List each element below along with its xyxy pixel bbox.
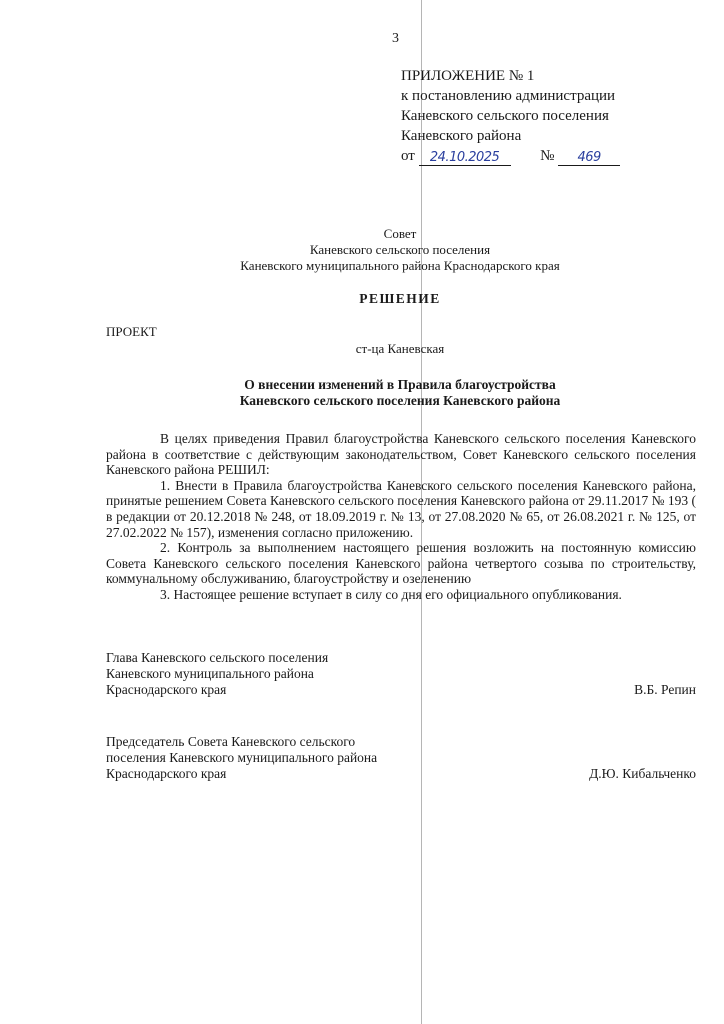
draft-label: ПРОЕКТ: [106, 324, 157, 339]
place-label: ст-ца Каневская: [355, 341, 445, 356]
org-name: Каневского сельского поселения: [309, 242, 491, 257]
handwritten-number: 469: [577, 150, 601, 165]
appendix-line: к постановлению администрации: [401, 88, 616, 104]
page-number: 3: [392, 31, 399, 46]
doc-title: Каневского сельского поселения Каневского района: [239, 393, 561, 408]
head-signature-block: [106, 650, 328, 698]
number-field: [558, 147, 620, 166]
org-name: Каневского муниципального района Краснодарского края: [240, 258, 560, 273]
appendix-block: [401, 66, 620, 166]
appendix-date-line: [401, 146, 620, 166]
doc-type: РЕШЕНИЕ: [359, 291, 441, 306]
signatory-title: Глава Каневского сельского поселения: [106, 650, 329, 665]
chair-signature-block: [106, 734, 377, 782]
chair-signatory-name: Д.Ю. Кибальченко: [589, 766, 696, 781]
signatory-title: Краснодарского края: [106, 682, 227, 697]
signatory-title: поселения Каневского муниципального района: [106, 750, 378, 765]
paragraph: В целях приведения Правил благоустройства Каневского сельского поселения Каневского района в соответствие с действующим законодательством, Совет Каневского сельского поселения Каневского района РЕШИЛ:: [106, 431, 696, 478]
signatory-title: Председатель Совета Каневского сельского: [106, 734, 356, 749]
decision-body: [106, 431, 696, 603]
handwritten-date: 24.10.2025: [429, 150, 500, 165]
head-signatory-name: В.Б. Репин: [634, 682, 696, 697]
doc-title: О внесении изменений в Правила благоустройства: [244, 377, 556, 392]
appendix-title: ПРИЛОЖЕНИЕ № 1: [401, 68, 535, 84]
signatory-title: Краснодарского края: [106, 766, 227, 781]
appendix-line: Каневского сельского поселения: [401, 108, 609, 124]
signatory-title: Каневского муниципального района: [106, 666, 314, 681]
from-label: от: [401, 148, 415, 164]
number-label: №: [540, 148, 555, 164]
paragraph: 1. Внести в Правила благоустройства Каневского сельского поселения Каневского района, принятые решением Совета Каневского сельского поселения Каневского района от 29.11.2017 № 193 ( в редакции от 20.12.2018 № 248, от 18.09.2019 г. № 13, от 27.08.2020 № 65, от 26.08.2021 г. № 125, от 27.02.2022 № 157), изменения согласно приложению.: [106, 477, 696, 540]
date-field: [419, 147, 511, 166]
paragraph: 3. Настоящее решение вступает в силу со дня его официального опубликования.: [160, 586, 622, 602]
org-name: Совет: [383, 226, 417, 241]
paragraph: 2. Контроль за выполнением настоящего решения возложить на постоянную комиссию Совета Каневского сельского поселения Каневского района четвертого созыва по строительству, коммунальному обслуживанию, благоустройству и озеленению: [106, 540, 696, 587]
appendix-line: Каневского района: [401, 128, 522, 144]
